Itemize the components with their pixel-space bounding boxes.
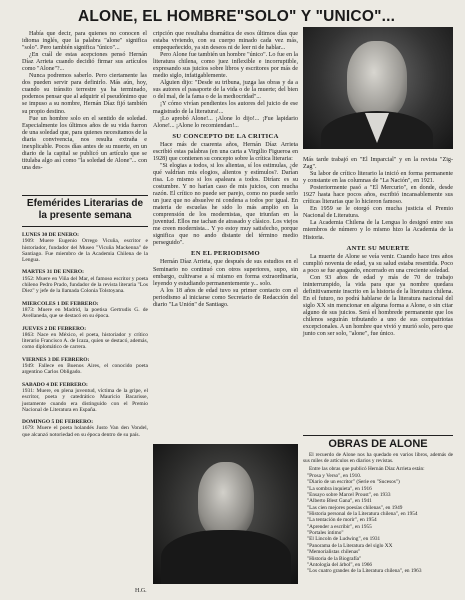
efemeride-entry: [22, 232, 148, 263]
obra-item: "Aprender a escribir", en 1955: [307, 523, 372, 530]
obra-item: "Panorama de la Literatura del siglo XX: [307, 542, 393, 549]
paragraph: En 1959 se le otorgó con mucha justicia el Premio Nacional de Literatura.: [303, 206, 453, 220]
obra-item: "Los cuatro grandes de la Literatura chilena", en 1963: [307, 568, 422, 575]
obra-item: "El Lincoln de Ludwing", en 1931: [307, 536, 381, 543]
alone-elderly-photo: [303, 27, 453, 149]
obra-item: "Antología del árbol", en 1966: [307, 561, 373, 568]
obras-title: OBRAS DE ALONE: [303, 435, 453, 450]
obra-item: "La tentación de morir", en 1954: [307, 517, 377, 524]
efemeride-entry: [22, 326, 148, 351]
obra-item: "Ensayo sobre Marcel Proust", en 1933: [307, 492, 391, 499]
obra-item: "Las cien mejores poesías chilenas", en 1949: [307, 504, 403, 511]
paragraph: A los 18 años de edad tuvo su primer contacto con el periodismo al iniciarse como Secretario de Redacción del diario "La Unión" de Santiago.: [153, 287, 298, 308]
author-initials: H.G.: [135, 588, 147, 594]
paragraph: Posteriormente pasó a "El Mercurio", en donde, desde 1927 hasta hace pocos años, escribió incansablemente sus críticas literarias que lo hicieron famoso.: [303, 185, 453, 206]
efemeride-entry: [22, 269, 148, 294]
efemeride-date: VIERNES 3 DE FEBRERO:: [22, 356, 90, 363]
obra-item: "La sombra inquieta", en 1916: [307, 485, 372, 492]
article-column-1: [22, 31, 147, 172]
obra-item: "Alberto Blest Gana", en 1941: [307, 498, 372, 505]
section-heading: SU CONCEPTO DE LA CRITICA: [172, 132, 279, 140]
efemeride-text: 1863: Nace en México, el poeta, historiador y crítico literario Francisco A. de Icaza, quien se destacó, además, como diplomático de carrera.: [22, 331, 148, 351]
paragraph: ¿En cuál de estas acepciones pensó Hernán Díaz Arrieta cuando decidió firmar sus artículos como "Alone"?...: [22, 52, 147, 73]
photo-face: [347, 41, 407, 119]
obras-box: [303, 452, 453, 575]
paragraph: La muerte de Alone se veía venir. Cuando hace tres años cumplió noventa de edad, ya su salud estaba resentida. Poco a poco se fue apagando, encerrado en una creciente soledad.: [303, 253, 453, 274]
paragraph: Nunca podremos saberlo. Pero ciertamente las dos pueden servir para definirlo. Más aún, hoy, cuando su tránsito terrestre ya ha terminado, podemos pensar que al adquirir el pseudónimo que se impuso a su nombre, Hernán Díaz fijó también su propio destino.: [22, 73, 147, 115]
paragraph: Con 93 años de edad y más de 70 de trabajo ininterrumpido, la vida para que ya nombre quedara definitivamente inscrito en la historia de la literatura chilena. En el futuro, no podrá hablarse de la literatura nacional del siglo XX sin mencionar en alguna forma a Alone, o sin citar alguno de sus juicios. Será el hombrede permanente que los chilenos seguirán tributando a uno de sus compatriotas excepcionales. A un hombre que vivió y murió solo, pero que junto con ser solo, "alone", fue único.: [303, 274, 453, 338]
obra-item: "Prosa y Verso", en 1910.: [307, 473, 362, 480]
efemeride-date: MARTES 31 DE ENERO:: [22, 269, 84, 276]
paragraph: ¡Y cómo vivían pendientes los autores del juicio de ese magistrado de la literatura!...: [153, 101, 298, 115]
efemerides-title: Efemérides Literarias de la presente semana: [22, 195, 148, 227]
efemeride-text: 1679: Muere el poeta holandés Justo Van den Vondel, que alcanzó notoriedad en su época dentro de su país.: [22, 425, 148, 438]
article-column-3: [303, 157, 453, 338]
paragraph: Había que decir, para quienes no conocen el idioma inglés, que la palabra "alone" significa "solo". Pero también significa "único"...: [22, 31, 147, 52]
photo-caption: Más tarde trabajó en "El Imparcial" y en la revista "Zig-Zag".: [303, 157, 453, 171]
alone-portrait-photo: [153, 444, 298, 584]
paragraph: Pero Alone fue también un hombre "único". Lo fue en la literatura chilena, como juez inflexible e incorruptible, expresando sus juicios sobre libros y escritores por más de medio siglo, infatigablemente.: [153, 52, 298, 80]
paragraph: Su labor de crítico literario la inició en forma permanente y constante en las columnas de "La Nación", en 1921.: [303, 171, 453, 185]
obra-item: "Memorialistas chilenas": [307, 549, 361, 556]
paragraph: Hernán Díaz Arrieta, que después de sus estudios en el Seminario no continuó con otros superiores, supo, sin embargo, cultivarse a sí mismo en forma extraordinaria, leyendo y estudiando permanentemente y... solo.: [153, 259, 298, 287]
section-heading: EN EL PERIODISMO: [191, 250, 260, 258]
paragraph: ¡Lo aprobó Alone!... ¡Alone lo dijo!... ¡Fue lapidario Alone!... ¡Alone lo recomiendan!...: [153, 115, 298, 129]
paragraph: Alguien dijo: "Desde su tribuna, juzga las obras y da a sus autores el pasaporte de la vida o de la muerte; del bien o del mal, de la fama o de la mediocridad"...: [153, 80, 298, 101]
efemeride-entry: [22, 357, 148, 376]
efemeride-date: SABADO 4 DE FEBRERO:: [22, 381, 88, 388]
obra-item: "Portales íntimo": [307, 530, 344, 537]
efemeride-entry: [22, 419, 148, 438]
efemeride-date: JUEVES 2 DE FEBRERO:: [22, 325, 87, 332]
paragraph: La Academia Chilena de la Lengua lo designó entre sus miembros de número y lo mismo hizo la Academia de la Historia.: [303, 220, 453, 241]
photo-coat: [161, 530, 291, 584]
efemeride-text: 1931: Muere, en plena juventud, víctima de la gripe, el escritor, poeta y catedrático Mauricio Bacarisse, justamente cuando era distinguido con el Premio Nacional de Literatura en España.: [22, 387, 148, 413]
obra-item: "Historia de la Biografía": [307, 555, 362, 562]
paragraph: cripción que resultaba dramática de esos últimos días que estaba viviendo, con su cuerpo minado cada vez más, empequeñecido, ya sin deseos ni de leer ni de hablar...: [153, 31, 298, 52]
efemerides-list: [22, 232, 148, 444]
efemeride-entry: [22, 382, 148, 413]
obras-lead: Entre las obras que publicó Hernán Díaz Arrieta están:: [309, 465, 425, 472]
efemeride-entry: [22, 301, 148, 320]
efemeride-text: 1949: Fallece en Buenos Aires, el conocido poeta argentino Carlos Obligado.: [22, 363, 148, 376]
efemeride-date: DOMINGO 5 DE FEBRERO:: [22, 419, 94, 426]
paragraph: "Si elogias a todos, si los alientas, sí los estimulas, ¿de qué valdrían mis elogios, alientos y estímulos?. Darían risa. Lo mismo si los apaleara a todos. Dirían: es su costumbre. Y no harían caso de mis juicios, con mucha razón. El crítico no puede ser parejo, como no puede serlo un juez que no absuelve ni condena a todos por igual. En materia de escuelas he sido lo más amplio en la comprensión de los modernistas, que triunfan en la juventud. Ellos me tachan de atrasado y clásico. Los viejos me creen modernista... Y yo estoy muy satisfecho, porque significa que no ando distante del término medio perseguido".: [153, 162, 298, 247]
obras-intro: El recuerdo de Alone nos ha quedado en varios libros, además de sus miles de artículos en diarios y revistas.: [303, 452, 453, 465]
section-heading: ANTE SU MUERTE: [346, 244, 410, 252]
obra-item: "Diario de un escritor" (Serie en "Sucesos"): [307, 479, 400, 486]
obras-list: [303, 473, 453, 575]
photo-face: [198, 462, 254, 538]
efemeride-text: 1952: Muere en Viña del Mar, el famoso escritor y poeta chileno Pedro Prado, fundador de la revista literaria "Los Diez" y jefe de la llamada Colonia Tolstoyana.: [22, 275, 148, 295]
page-title: ALONE, EL HOMBRE"SOLO" Y "UNICO"...: [78, 8, 396, 25]
paragraph: Hace más de cuarenta años, Hernán Díaz Arrieta escribió estas palabras (en una carta a Virgilio Figueroa en 1928) que contienen su concepto sobre la crítica literaria:: [153, 141, 298, 162]
efemeride-text: 1873: Muere en Madrid, la poetisa Gertrudis G. de Avellaneda, que se destacó en su época.: [22, 306, 148, 320]
efemeride-text: 1909: Muere Eugenio Orrego Vicuña, escritor e historiador, fundador del Museo "Vicuña Mackenna" de Santiago. Fue miembro de la Academia Chilena de la Lengua.: [22, 238, 148, 264]
efemeride-date: MIERCOLES 1 DE FEBRERO:: [22, 300, 99, 307]
article-column-2: [153, 31, 298, 309]
obra-item: "Historia personal de la Literatura chilena", en 1954: [307, 511, 418, 518]
paragraph: Fue un hombre solo en el sentido de soledad. Especialmente los últimos años de su vida fueron de una soledad que, para quienes necesitamos de la diaria convivencia, nos resulta extraña e inexplicable. Pocos días antes de su muerte, en un diario de la capital se publicó un artículo que se titulaba algo así como "la soledad de Alone"... con una des-: [22, 115, 147, 171]
efemeride-date: LUNES 30 DE ENERO:: [22, 232, 79, 238]
